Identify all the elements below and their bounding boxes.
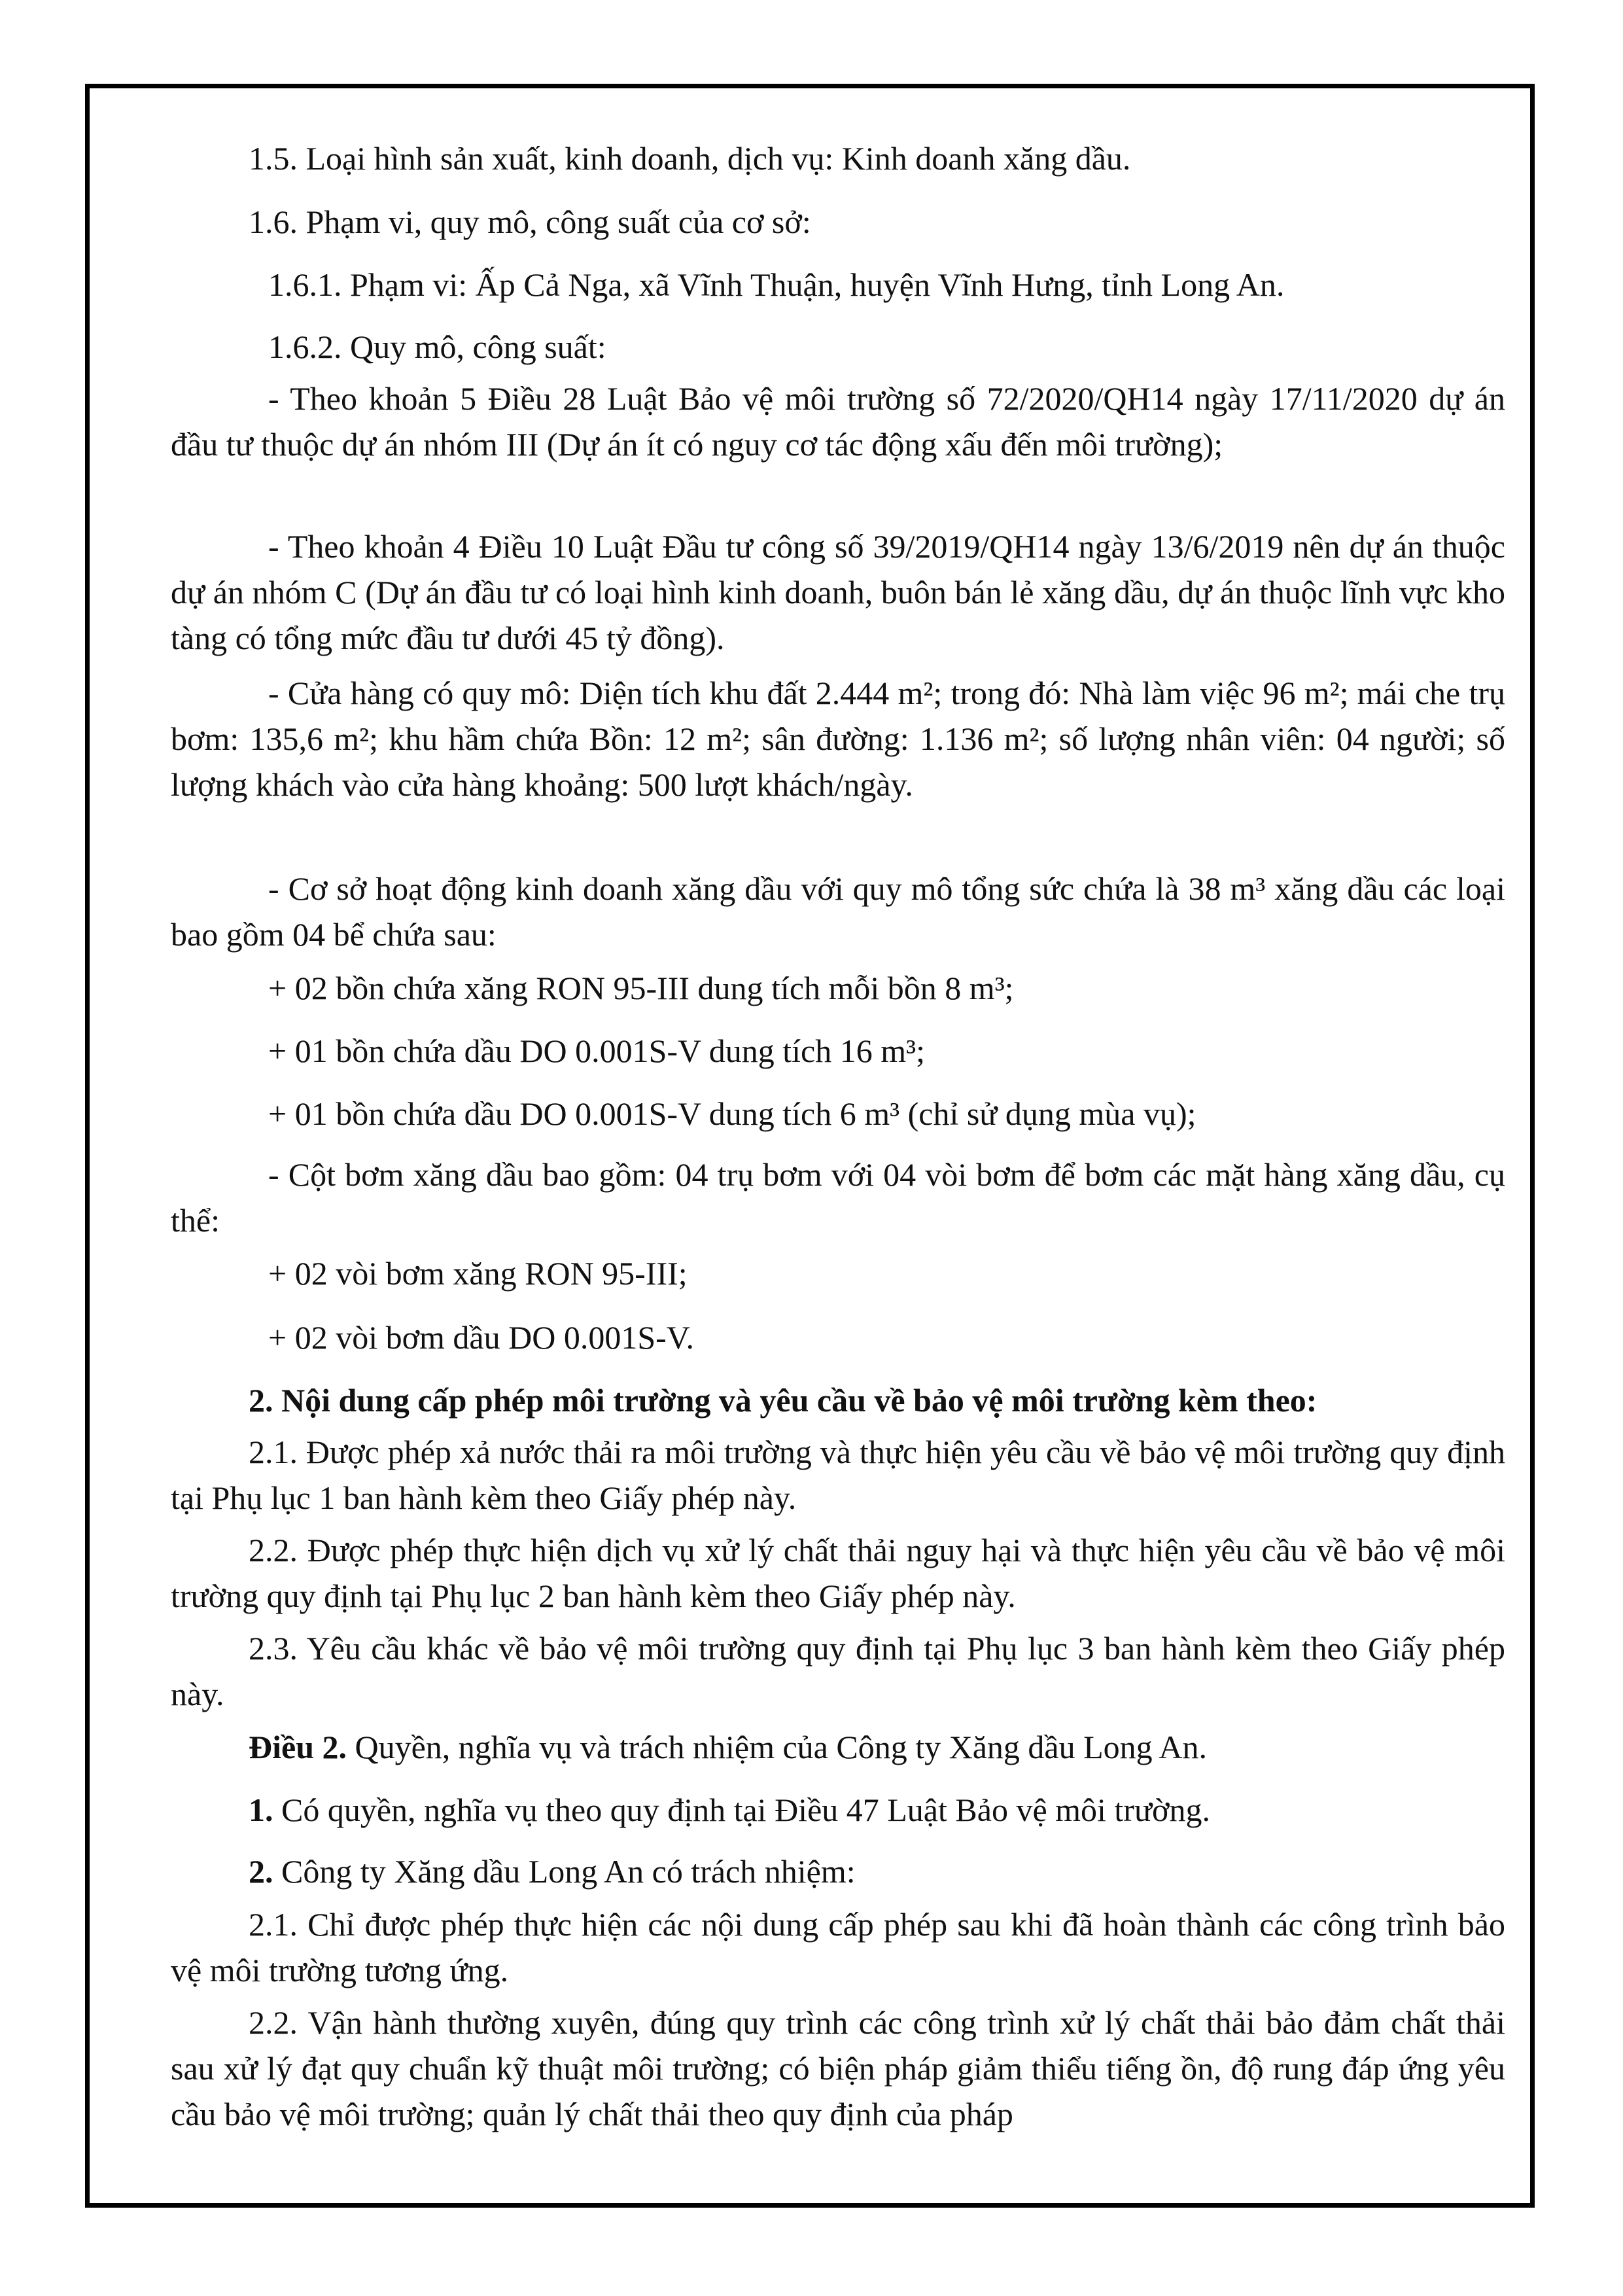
item-2-text: Công ty Xăng dầu Long An có trách nhiệm: bbox=[273, 1853, 856, 1890]
tank-item-1: + 02 bồn chứa xăng RON 95-III dung tích mỗi bồn 8 m³; bbox=[268, 970, 1014, 1006]
paragraph-2-2: 2.2. Được phép thực hiện dịch vụ xử lý chất thải nguy hại và thực hiện yêu cầu về bảo vệ môi trường quy định tại Phụ lục 2 ban hành kèm theo Giấy phép này. bbox=[171, 1532, 1505, 1614]
tank-item-2: + 01 bồn chứa dầu DO 0.001S-V dung tích 16 m³; bbox=[268, 1033, 926, 1069]
article-2-text: Quyền, nghĩa vụ và trách nhiệm của Công ty Xăng dầu Long An. bbox=[347, 1729, 1207, 1765]
paragraph-1-6-1: 1.6.1. Phạm vi: Ấp Cả Nga, xã Vĩnh Thuận, huyện Vĩnh Hưng, tỉnh Long An. bbox=[268, 266, 1285, 303]
tank-item-3: + 01 bồn chứa dầu DO 0.001S-V dung tích 6 m³ (chỉ sử dụng mùa vụ); bbox=[268, 1095, 1196, 1132]
paragraph-1-5: 1.5. Loại hình sản xuất, kinh doanh, dịch vụ: Kinh doanh xăng dầu. bbox=[249, 140, 1131, 177]
nozzle-item-1: + 02 vòi bơm xăng RON 95-III; bbox=[268, 1255, 688, 1292]
paragraph-2-3: 2.3. Yêu cầu khác về bảo vệ môi trường quy định tại Phụ lục 3 ban hành kèm theo Giấy phép này. bbox=[171, 1630, 1505, 1712]
paragraph-pumps: - Cột bơm xăng dầu bao gồm: 04 trụ bơm với 04 vòi bơm để bơm các mặt hàng xăng dầu, cụ thể: bbox=[171, 1156, 1505, 1239]
paragraph-1-6-2: 1.6.2. Quy mô, công suất: bbox=[268, 328, 606, 365]
article-2-heading bbox=[249, 1724, 1505, 1770]
item-1-number: 1. bbox=[249, 1792, 273, 1828]
section-2-heading: 2. Nội dung cấp phép môi trường và yêu cầu về bảo vệ môi trường kèm theo: bbox=[249, 1382, 1318, 1419]
paragraph-capacity: - Cơ sở hoạt động kinh doanh xăng dầu với quy mô tổng sức chứa là 38 m³ xăng dầu các loại bao gồm 04 bể chứa sau: bbox=[171, 870, 1505, 953]
paragraph-2-1: 2.1. Được phép xả nước thải ra môi trường và thực hiện yêu cầu về bảo vệ môi trường quy định tại Phụ lục 1 ban hành kèm theo Giấy phép này. bbox=[171, 1434, 1505, 1516]
item-2-number: 2. bbox=[249, 1853, 273, 1890]
item-1-text: Có quyền, nghĩa vụ theo quy định tại Điều 47 Luật Bảo vệ môi trường. bbox=[273, 1792, 1210, 1828]
paragraph-2-2-2: 2.2. Vận hành thường xuyên, đúng quy trình các công trình xử lý chất thải bảo đảm chất thải sau xử lý đạt quy chuẩn kỹ thuật môi trường; có biện pháp giảm thiểu tiếng ồn, độ rung đáp ứng yêu cầu bảo vệ môi trường; quản lý chất thải theo quy định của pháp bbox=[171, 2004, 1505, 2132]
paragraph-store-scale: - Cửa hàng có quy mô: Diện tích khu đất 2.444 m²; trong đó: Nhà làm việc 96 m²; mái che trụ bơm: 135,6 m²; khu hầm chứa Bồn: 12 m²; sân đường: 1.136 m²; số lượng nhân viên: 04 người; số lượng khách vào cửa hàng khoảng: 500 lượt khách/ngày. bbox=[171, 675, 1505, 803]
article-2-item-1 bbox=[249, 1787, 1505, 1833]
paragraph-1-6: 1.6. Phạm vi, quy mô, công suất của cơ sở: bbox=[249, 203, 811, 240]
article-2-label: Điều 2. bbox=[249, 1729, 347, 1765]
article-2-item-2 bbox=[249, 1848, 1505, 1894]
nozzle-item-2: + 02 vòi bơm dầu DO 0.001S-V. bbox=[268, 1319, 694, 1356]
paragraph-law-39: - Theo khoản 4 Điều 10 Luật Đầu tư công số 39/2019/QH14 ngày 13/6/2019 nên dự án thuộc dự án nhóm C (Dự án đầu tư có loại hình kinh doanh, buôn bán lẻ xăng dầu, dự án thuộc lĩnh vực kho tàng có tổng mức đầu tư dưới 45 tỷ đồng). bbox=[171, 528, 1505, 656]
paragraph-2-2-1: 2.1. Chỉ được phép thực hiện các nội dung cấp phép sau khi đã hoàn thành các công trình bảo vệ môi trường tương ứng. bbox=[171, 1906, 1505, 1988]
paragraph-law-72: - Theo khoản 5 Điều 28 Luật Bảo vệ môi trường số 72/2020/QH14 ngày 17/11/2020 dự án đầu tư thuộc dự án nhóm III (Dự án ít có nguy cơ tác động xấu đến môi trường); bbox=[171, 380, 1505, 463]
